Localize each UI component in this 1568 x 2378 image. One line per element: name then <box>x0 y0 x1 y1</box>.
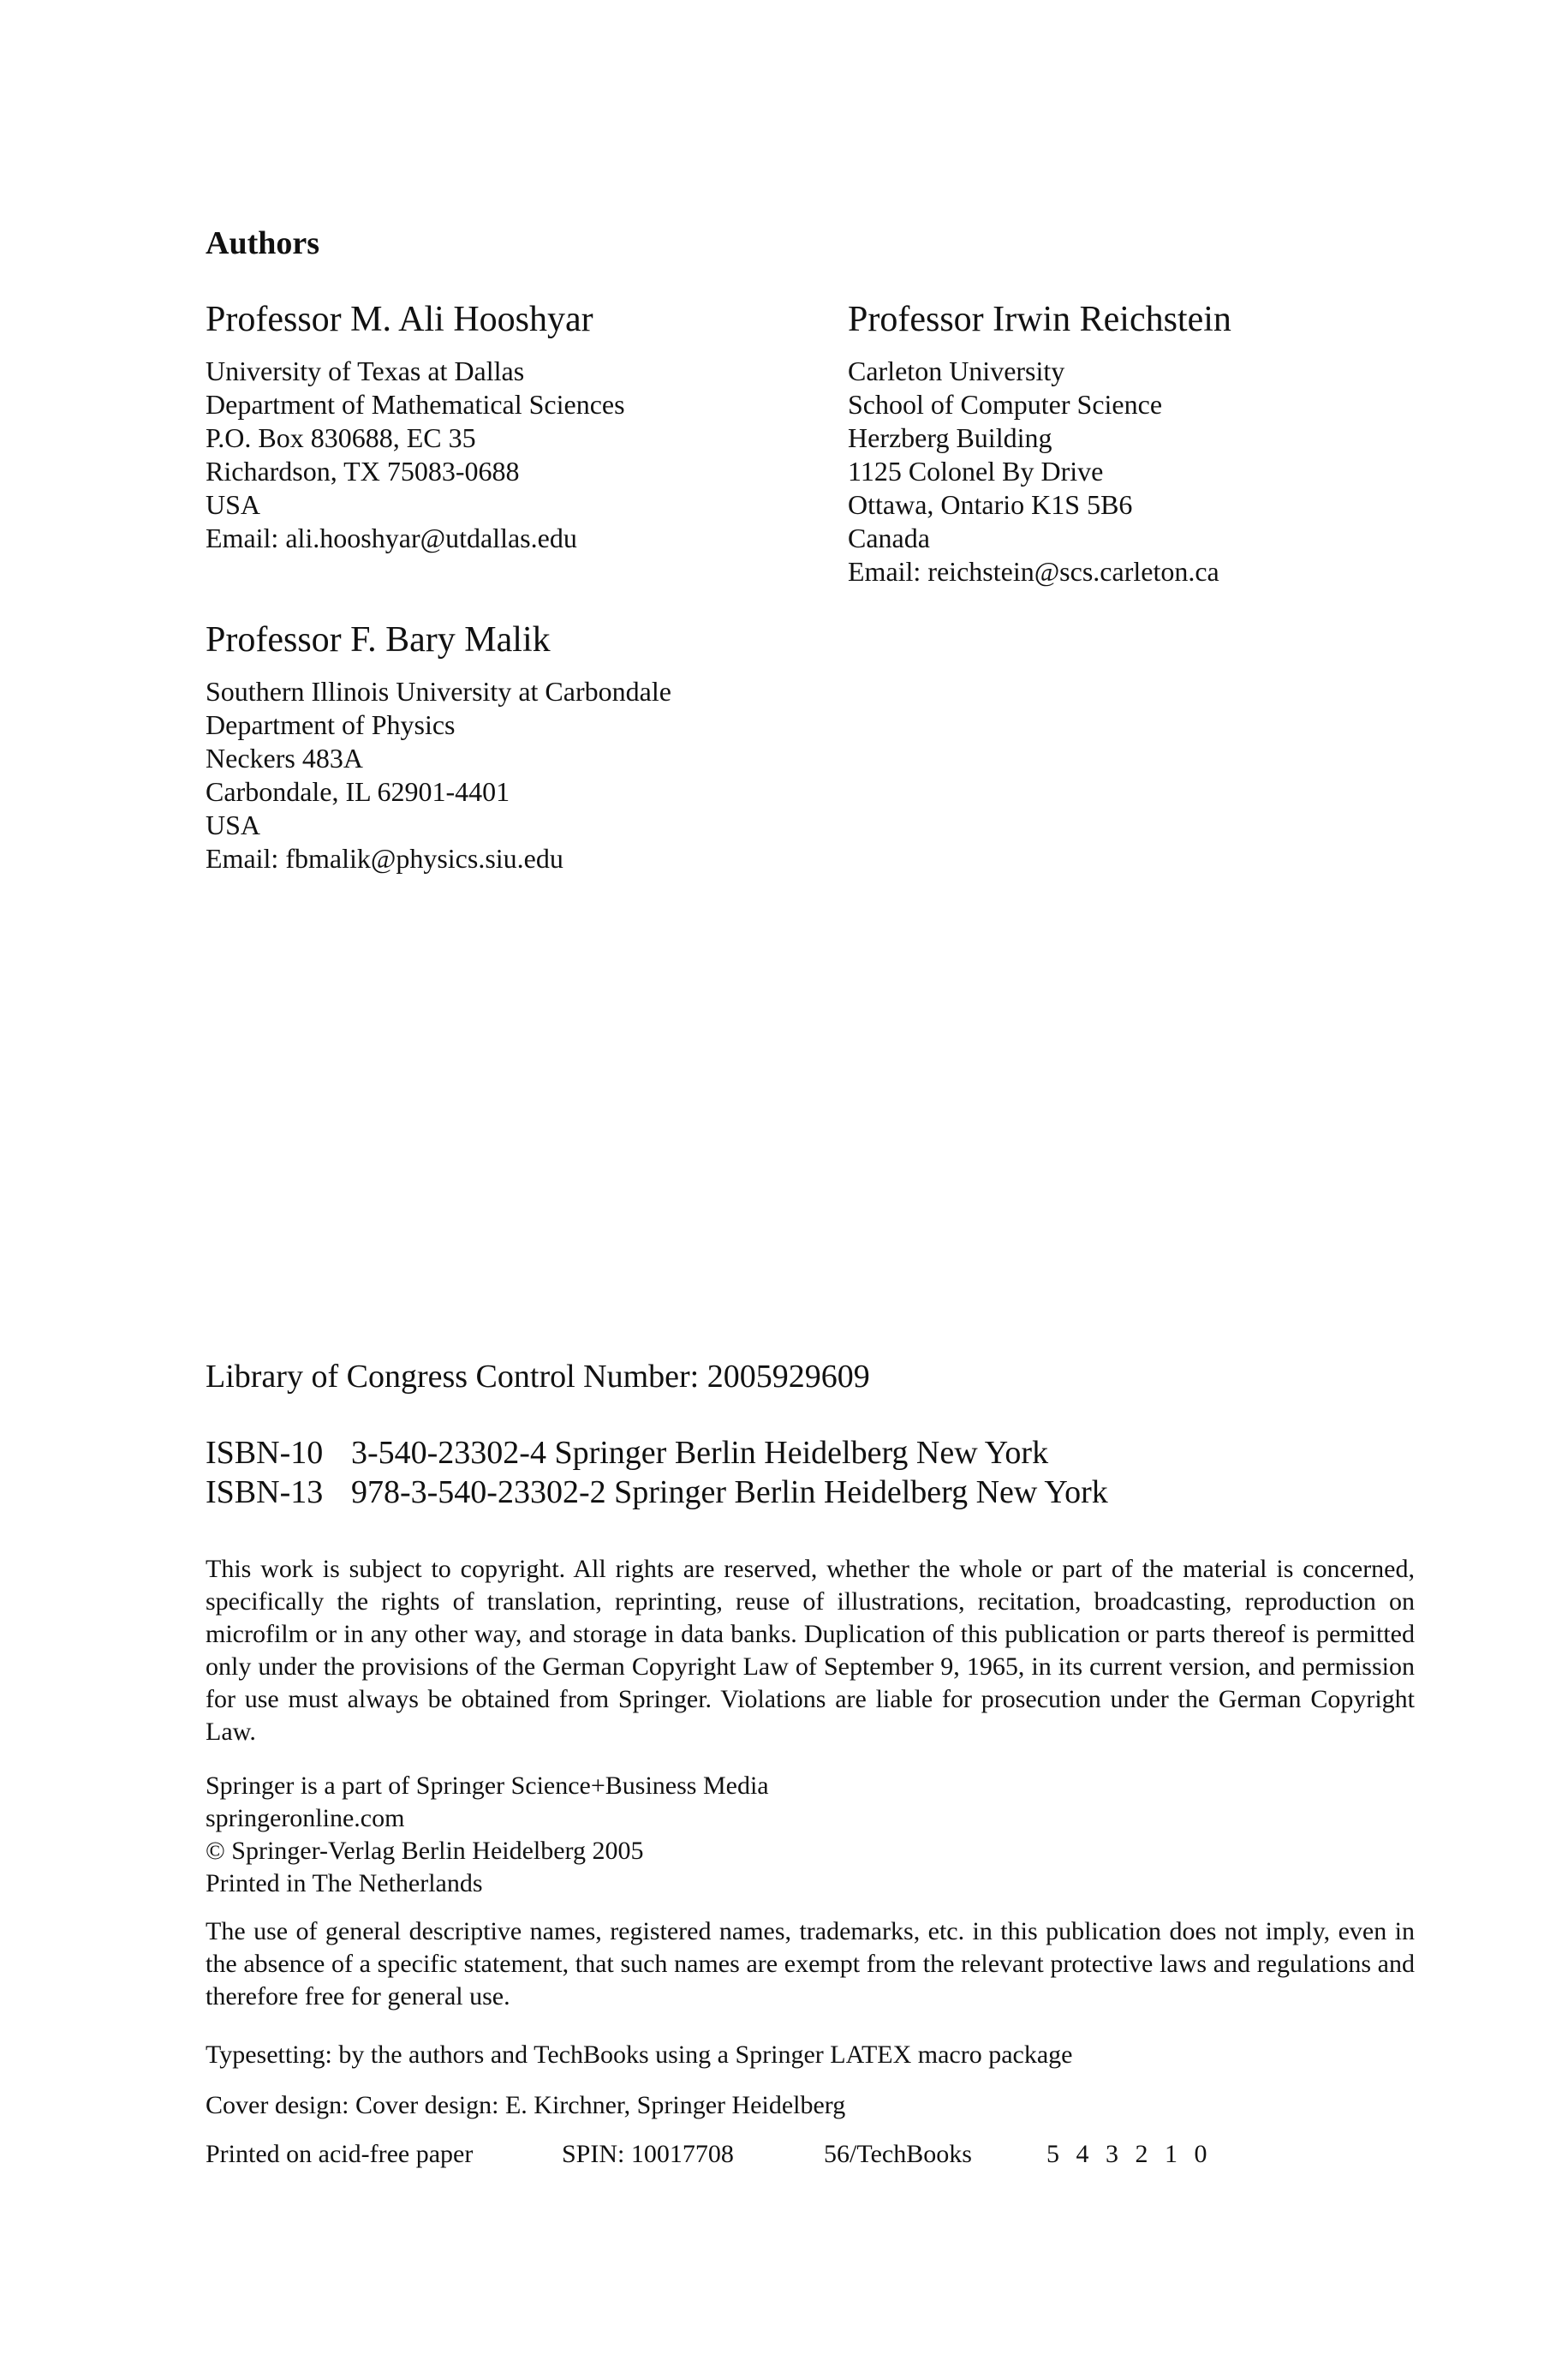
author-name: Professor M. Ali Hooshyar <box>206 300 593 339</box>
author-name: Professor F. Bary Malik <box>206 620 551 660</box>
author-block-hooshyar <box>206 298 856 555</box>
cover-design-line: Cover design: Cover design: E. Kirchner, Springer Heidelberg <box>206 2091 846 2119</box>
author-name: Professor Irwin Reichstein <box>848 300 1231 339</box>
address-line: Department of Mathematical Sciences <box>206 389 625 420</box>
address-line: Ottawa, Ontario K1S 5B6 <box>848 489 1133 520</box>
author-block-malik <box>206 618 856 875</box>
isbn-label: ISBN-10 <box>206 1435 324 1471</box>
isbn-value: 978-3-540-23302-2 Springer Berlin Heidelberg New York <box>351 1474 1108 1510</box>
address-line: University of Texas at Dallas <box>206 356 525 386</box>
isbn-block <box>206 1433 1108 1512</box>
typesetting-line: Typesetting: by the authors and TechBooks using a Springer LATEX macro package <box>206 2040 1073 2069</box>
address-line: Southern Illinois University at Carbondale <box>206 676 671 707</box>
author-address <box>848 355 1499 589</box>
acid-free-paper: Printed on acid-free paper <box>206 2140 474 2168</box>
imprint-line: Printed in The Netherlands <box>206 1869 483 1897</box>
address-line: Richardson, TX 75083-0688 <box>206 456 520 487</box>
imprint-line: © Springer-Verlag Berlin Heidelberg 2005 <box>206 1837 644 1865</box>
address-line: Carleton University <box>848 356 1065 386</box>
techbooks-code: 56/TechBooks <box>824 2140 972 2168</box>
authors-heading: Authors <box>206 225 320 261</box>
address-line: Department of Physics <box>206 709 456 740</box>
isbn-value: 3-540-23302-4 Springer Berlin Heidelberg New York <box>351 1435 1049 1471</box>
copyright-notice: This work is subject to copyright. All rights are reserved, whether the whole or part of the material is concerned, specifically the rights of translation, reprinting, reuse of illustrations, recitation, broadcasting, reproduction on microfilm or in any other way, and storage in data banks. Duplication of this publication or parts thereof is permitted only under the provisions of the German Copyright Law of September 9, 1965, in its current version, and permission for use must always be obtained from Springer. Violations are liable for prosecution under the German Copyright Law. <box>206 1555 1415 1746</box>
address-line: USA <box>206 489 261 520</box>
address-line: Neckers 483A <box>206 743 363 774</box>
author-email: Email: fbmalik@physics.siu.edu <box>206 843 563 874</box>
isbn-10-row <box>206 1433 1108 1473</box>
author-address <box>206 355 856 555</box>
print-run-numbers: 5 4 3 2 1 0 <box>1046 2140 1213 2168</box>
spin-number: SPIN: 10017708 <box>562 2140 734 2168</box>
isbn-label: ISBN-13 <box>206 1474 324 1510</box>
lccn-line: Library of Congress Control Number: 2005929609 <box>206 1359 870 1395</box>
imprint-line: Springer is a part of Springer Science+Business Media <box>206 1772 769 1800</box>
address-line: Carbondale, IL 62901-4401 <box>206 776 510 807</box>
address-line: Herzberg Building <box>848 422 1052 453</box>
imprint-block <box>206 1770 769 1900</box>
address-line: 1125 Colonel By Drive <box>848 456 1104 487</box>
author-address <box>206 675 856 875</box>
imprint-line: springeronline.com <box>206 1804 405 1832</box>
address-line: School of Computer Science <box>848 389 1163 420</box>
author-email: Email: reichstein@scs.carleton.ca <box>848 556 1219 587</box>
author-email: Email: ali.hooshyar@utdallas.edu <box>206 523 577 553</box>
address-line: USA <box>206 810 261 840</box>
isbn-13-row <box>206 1473 1108 1512</box>
author-block-reichstein <box>848 298 1499 589</box>
address-line: P.O. Box 830688, EC 35 <box>206 422 476 453</box>
address-line: Canada <box>848 523 930 553</box>
trademark-notice: The use of general descriptive names, registered names, trademarks, etc. in this publication does not imply, even in the absence of a specific statement, that such names are exempt from the relevant protective laws and regulations and therefore free for general use. <box>206 1917 1415 2011</box>
